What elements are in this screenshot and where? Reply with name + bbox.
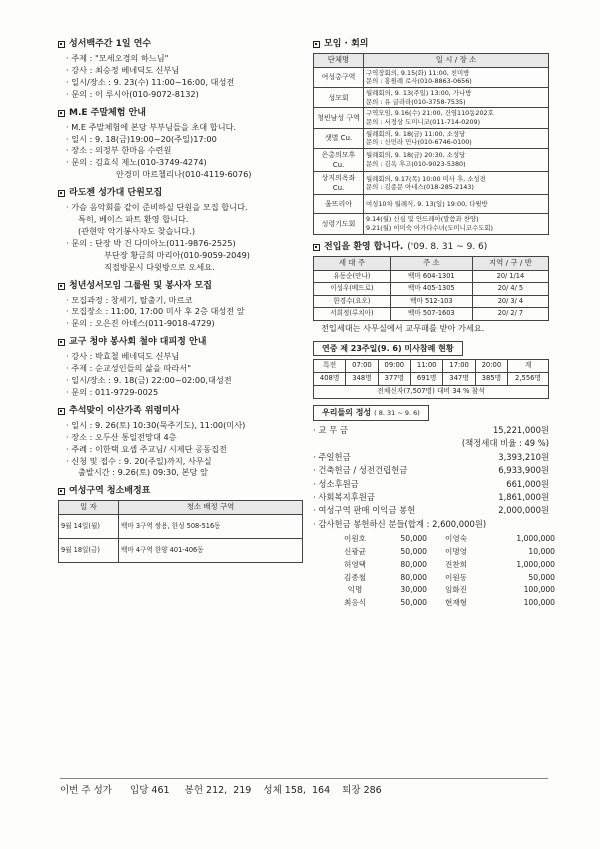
me-line: · 문의 : 김효식 제노(010-3749-4274) xyxy=(66,157,207,168)
offering-row: · 사회복지후원금 1,861,000원 xyxy=(313,491,549,502)
table-cell: 9.14(월) 신심 및 안드레아(말씀과 찬양) 9.21(월) 이미숙 아가다수녀(도미니코수도회) xyxy=(364,214,549,234)
retreat-title: 성서백주간 1일 연수 xyxy=(58,38,303,51)
table-cell: 20/ 1/14 xyxy=(472,270,548,283)
table-header-cell: 11:00 xyxy=(411,360,443,373)
table-cell: 9월 14일(월) xyxy=(59,515,119,539)
table-header-cell: 20:00 xyxy=(475,360,507,373)
square-bullet-icon xyxy=(313,41,320,48)
table-cell: 월례회의, 9. 18(금) 20:30, 소성당 문의 : 김옥 후고(010-9023-5380) xyxy=(364,148,549,171)
table-header-row xyxy=(314,360,549,373)
donor-name: 김종철 xyxy=(343,572,366,582)
table-row xyxy=(314,67,549,87)
table-header-row xyxy=(314,54,549,68)
table-row xyxy=(314,148,549,171)
table-row xyxy=(314,172,549,195)
square-bullet-icon xyxy=(58,41,65,48)
table-row xyxy=(314,88,549,108)
choir-line: 특히, 베이스 파트 환영 합니다. xyxy=(78,214,189,225)
me-title: M.E 주말체험 안내 xyxy=(58,107,303,120)
donor-name: 최응식 xyxy=(343,598,366,608)
table-cell: 385명 xyxy=(475,373,507,386)
donor-amount: 80,000 xyxy=(400,559,427,569)
table-header-cell: 계 xyxy=(508,360,549,373)
chuseok-line: 출발시간 : 9.26(토) 09:30, 본당 앞 xyxy=(78,467,208,478)
me-line: · 일시 : 9. 18(금)19:00~20(주일)17:00 xyxy=(66,133,217,144)
table-header-cell: 주 소 xyxy=(390,256,472,270)
table-header-cell: 세 대 주 xyxy=(314,256,391,270)
square-bullet-icon xyxy=(58,408,65,415)
table-row xyxy=(314,195,549,214)
table-header-cell: 일 자 xyxy=(59,501,119,515)
choir-title: 라도젠 성가대 단원모집 xyxy=(58,187,303,200)
hymn-footer: 이번 주 성가 입당 461 봉헌 212, 219 성체 158, 164 퇴장 286 xyxy=(60,778,548,798)
donor-name: 이원동 xyxy=(444,572,467,582)
offering-row: · 성소후원금 661,000원 xyxy=(313,478,549,489)
table-cell: 유동순(안나) xyxy=(314,270,391,283)
table-header-cell: 특전 xyxy=(314,360,346,373)
attendance-title: 연중 제 23주일(9. 6) 미사참례 현황 xyxy=(313,341,463,357)
table-row xyxy=(314,108,549,128)
donor-name: 신광균 xyxy=(343,547,366,557)
table-cell: 여성10차 월례식, 9. 13(일) 19:00, 다윗방 xyxy=(364,195,549,214)
square-bullet-icon xyxy=(58,190,65,197)
table-row xyxy=(314,308,549,321)
table-cell: 상지의옥좌Cu. xyxy=(314,172,364,195)
table-cell: 전체신자(7,507명) 대비 34 % 참석 xyxy=(314,386,549,399)
teacher-line: · 강사 : 박효철 베네딕도 신부님 xyxy=(66,351,180,362)
table-cell: 408명 xyxy=(314,373,346,386)
donor-name: 이명영 xyxy=(444,547,467,557)
table-cell: 9월 18일(금) xyxy=(59,539,119,563)
table-cell: 월례회의, 9. 13(주일) 13:00, 가나방 문의 : 유 글라라(010-3758-7535) xyxy=(364,88,549,108)
table-cell: 샛별 Cu. xyxy=(314,128,364,148)
offering-row: · 여성구역 판매 이익금 봉헌 2,000,000원 xyxy=(313,505,549,516)
square-bullet-icon xyxy=(58,339,65,346)
table-cell: 691명 xyxy=(411,373,443,386)
table-header-cell: 단체명 xyxy=(314,54,364,68)
table-cell: 백마 512-103 xyxy=(390,295,472,308)
donor-amount: 30,000 xyxy=(400,585,427,595)
movein-title: 전입을 환영 합니다. ('09. 8. 31 ~ 9. 6) xyxy=(313,241,549,254)
meetings-table xyxy=(313,53,549,235)
table-row xyxy=(314,373,549,386)
table-row xyxy=(314,214,549,234)
youth-line: · 모집장소 : 11:00, 17:00 미사 후 2층 대성전 앞 xyxy=(66,306,245,317)
table-cell: 백마 3구역 쌍용, 한성 508-516동 xyxy=(119,515,303,539)
table-cell: 성령기도회 xyxy=(314,214,364,234)
retreat-line: · 강사 : 최승정 베네딕도 신부님 xyxy=(66,64,180,75)
table-header-row xyxy=(59,501,303,515)
table-cell: 여성총구역 xyxy=(314,67,364,87)
offering-list xyxy=(313,424,549,532)
teacher-line: · 문의 : 011-9729-0025 xyxy=(66,386,159,397)
offering-row: · 감사헌금 봉헌하신 분들(합계 : 2,600,000원) xyxy=(313,518,487,529)
teacher-title: 교구 청야 봉사회 철야 대피정 안내 xyxy=(58,336,303,349)
table-row xyxy=(59,539,303,563)
choir-line: · 문의 : 단장 박 건 다미아노(011-9876-2525) xyxy=(66,237,236,248)
donor-name: 진찬희 xyxy=(444,559,467,569)
teacher-line: · 일시/장소 : 9. 18(금) 22:00~02:00,대성전 xyxy=(66,375,232,386)
offering-row: · 주일헌금 3,393,210원 xyxy=(313,451,549,462)
table-cell: 성모회 xyxy=(314,88,364,108)
me-line: · 장소 : 의정부 한마음 수련원 xyxy=(66,145,172,156)
choir-line: (관현악 악기봉사자도 찾습니다.) xyxy=(78,225,196,236)
chuseok-line: · 주례 : 이한택 요셉 주교님/ 시제단 공동집전 xyxy=(66,443,227,454)
donor-amount: 50,000 xyxy=(528,572,555,582)
me-line: 안경미 마르첼리나(010-4119-6076) xyxy=(116,169,252,180)
chuseok-title: 추석맞이 이산가족 위령미사 xyxy=(58,405,303,418)
table-header-cell: 17:00 xyxy=(443,360,475,373)
donor-list xyxy=(313,533,555,610)
table-header-cell: 07:00 xyxy=(346,360,378,373)
table-cell: 2,556명 xyxy=(508,373,549,386)
donor-amount: 50,000 xyxy=(400,547,427,557)
offering-row: (책정세대 비율 : 49 %) xyxy=(461,438,549,449)
offering-title: 우리들의 정성 ( 8. 31 ~ 9. 6) xyxy=(313,405,429,421)
table-cell: 20/ 3/ 4 xyxy=(472,295,548,308)
donor-name: 이원호 xyxy=(343,534,366,544)
table-cell: 한경수(요오) xyxy=(314,295,391,308)
donor-name: 이영숙 xyxy=(444,534,467,544)
chuseok-line: · 신청 및 접수 : 9. 20(주일)까지, 사무실 xyxy=(66,455,212,466)
movein-note: 전입세대는 사무실에서 교무패를 받아 가세요. xyxy=(321,322,485,333)
table-cell: 348명 xyxy=(346,373,378,386)
attendance-table xyxy=(313,359,549,399)
table-row xyxy=(314,128,549,148)
table-header-cell: 지역 / 구 / 반 xyxy=(472,256,548,270)
square-bullet-icon xyxy=(313,244,320,251)
table-header-cell: 청소 배정 구역 xyxy=(119,501,303,515)
table-row xyxy=(59,515,303,539)
table-cell: 백마 507-1603 xyxy=(390,308,472,321)
table-row xyxy=(314,270,549,283)
table-cell: 347명 xyxy=(443,373,475,386)
table-cell: 백마 604-1301 xyxy=(390,270,472,283)
table-cell: 백마 405-1305 xyxy=(390,283,472,296)
table-row xyxy=(314,295,549,308)
table-cell: 울뜨리아 xyxy=(314,195,364,214)
retreat-line: · 문의 : 이 루시아(010-9072-8132) xyxy=(66,88,199,99)
offering-row: · 교 무 금 15,221,000원 xyxy=(313,424,549,435)
chuseok-line: · 장소 : 오두산 통일전망대 4층 xyxy=(66,431,177,442)
cleaning-title: 여성구역 청소배정표 xyxy=(58,485,303,498)
table-cell: 이성우(베드로) xyxy=(314,283,391,296)
table-cell: 서희정(루치아) xyxy=(314,308,391,321)
table-header-cell: 09:00 xyxy=(378,360,410,373)
meetings-title: 모임 · 회의 xyxy=(313,38,549,51)
right-column xyxy=(313,38,555,610)
table-cell: 월례회의, 9.17(목) 10:00 미사 후, 소성전 문의 : 김종문 아네스(018-285-2143) xyxy=(364,172,549,195)
square-bullet-icon xyxy=(58,110,65,117)
table-cell: 구역장회의, 9.15(화) 11:00, 친미방 문의 : 홍원례 로사(010-8863-0656) xyxy=(364,67,549,87)
retreat-line: · 일시/장소 : 9. 23(수) 11:00~16:00, 대성전 xyxy=(66,76,235,87)
table-row xyxy=(314,283,549,296)
table-header-cell: 일 시 / 장 소 xyxy=(364,54,549,68)
donor-amount: 100,000 xyxy=(523,585,555,595)
donor-amount: 80,000 xyxy=(400,572,427,582)
square-bullet-icon xyxy=(58,283,65,290)
donor-amount: 1,000,000 xyxy=(516,534,555,544)
offering-row: · 건축헌금 / 성전건립헌금 6,933,900원 xyxy=(313,465,549,476)
youth-title: 청년성서모임 그룹원 및 봉사자 모집 xyxy=(58,280,303,293)
movein-table xyxy=(313,256,549,321)
table-cell: 구역모임, 9.16(수) 21:00, 건영110동202호 문의 : 서정상 도미니코(011-714-0209) xyxy=(364,108,549,128)
choir-line: · 가슴 음악회를 같이 준비하실 단원을 모집 합니다. xyxy=(66,202,248,213)
choir-line: 부단장 황금희 마리아(010-9059-2049) xyxy=(104,249,250,260)
youth-line: · 문의 : 오은진 아녜스(011-9018-4729) xyxy=(66,318,215,329)
donor-name: 허영택 xyxy=(343,559,366,569)
me-line: · M.E 주말체험에 본당 부부님들을 초대 합니다. xyxy=(66,121,237,132)
retreat-line: · 주제 : "모세오경의 하느님" xyxy=(66,53,169,64)
table-cell: 월례회의, 9. 18(금) 11:00, 소성당 문의 : 신민라 민나(010-6746-0100) xyxy=(364,128,549,148)
table-cell: 백마 4구역 한양 401-406동 xyxy=(119,539,303,563)
teacher-line: · 주제 : 순교성인들의 삶을 따라서" xyxy=(66,363,191,374)
left-column xyxy=(58,38,303,563)
table-header-row xyxy=(314,256,549,270)
table-cell: 은총의모후 Cu. xyxy=(314,148,364,171)
donor-amount: 1,000,000 xyxy=(516,559,555,569)
square-bullet-icon xyxy=(58,488,65,495)
donor-name: 익명 xyxy=(347,585,363,595)
donor-name: 현재형 xyxy=(444,598,467,608)
donor-amount: 50,000 xyxy=(400,534,427,544)
table-row xyxy=(314,386,549,399)
choir-line: 직접방문시 다윗방으로 오세요. xyxy=(104,261,215,272)
cleaning-table xyxy=(58,500,303,563)
donor-amount: 100,000 xyxy=(523,598,555,608)
table-cell: 20/ 2/ 7 xyxy=(472,308,548,321)
table-cell: 청빈남성 구역 xyxy=(314,108,364,128)
table-cell: 20/ 4/ 5 xyxy=(472,283,548,296)
table-cell: 377명 xyxy=(378,373,410,386)
chuseok-line: · 일시 : 9. 26(토) 10:30(묵주기도), 11:00(미사) xyxy=(66,419,246,430)
donor-amount: 50,000 xyxy=(400,598,427,608)
donor-amount: 10,000 xyxy=(528,547,555,557)
donor-name: 임화진 xyxy=(444,585,467,595)
youth-line: · 모집과정 : 창세기, 탈출기, 마르코 xyxy=(66,294,193,305)
